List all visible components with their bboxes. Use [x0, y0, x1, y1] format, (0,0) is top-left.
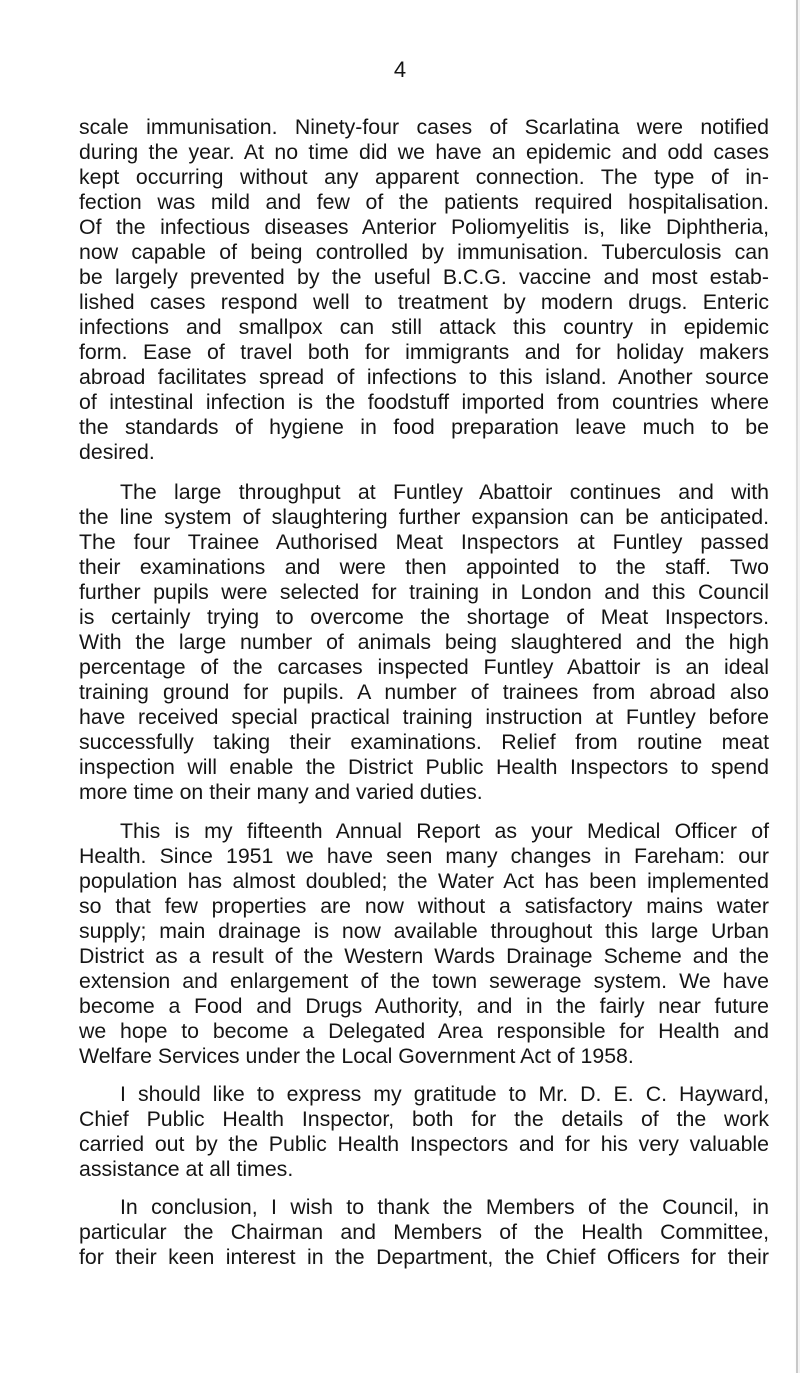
text-line: percentage of the carcases inspected Funtley Abattoir is an ideal — [79, 655, 769, 679]
text-line: form. Ease of travel both for immigrants and for holiday makers — [79, 340, 769, 364]
text-line: District as a result of the Western Wards Drainage Scheme and the — [79, 944, 769, 968]
text-line: The large throughput at Funtley Abattoir continues and with — [120, 480, 769, 504]
text-line: inspection will enable the District Public Health Inspectors to spend — [79, 755, 769, 779]
text-line: infections and smallpox can still attack this country in epidemic — [79, 315, 769, 339]
text-line: carried out by the Public Health Inspectors and for his very valuable — [79, 1132, 769, 1156]
text-line: their examinations and were then appointed to the staff. Two — [79, 555, 769, 579]
text-line: desired. — [79, 440, 155, 464]
text-line: population has almost doubled; the Water Act has been implemented — [79, 869, 769, 893]
paragraph-funtley-abattoir — [79, 480, 769, 805]
text-line: supply; main drainage is now available throughout this large Urban — [79, 919, 769, 943]
paragraph-annual-report — [79, 819, 769, 1069]
text-line: lished cases respond well to treatment by modern drugs. Enteric — [79, 290, 769, 314]
text-line: successfully taking their examinations. Relief from routine meat — [79, 730, 769, 754]
text-line: during the year. At no time did we have an epidemic and odd cases — [79, 140, 769, 164]
text-line: become a Food and Drugs Authority, and in the fairly near future — [79, 994, 769, 1018]
text-line: With the large number of animals being slaughtered and the high — [79, 630, 769, 654]
text-line: the standards of hygiene in food preparation leave much to be — [79, 415, 769, 439]
text-line: In conclusion, I wish to thank the Members of the Council, in — [120, 1195, 769, 1219]
text-line: so that few properties are now without a satisfactory mains water — [79, 894, 769, 918]
text-line: extension and enlargement of the town sewerage system. We have — [79, 969, 769, 993]
text-line: particular the Chairman and Members of the Health Committee, — [79, 1220, 769, 1244]
paragraph-infectious-diseases — [79, 115, 769, 465]
text-line: be largely prevented by the useful B.C.G. vaccine and most estab- — [79, 265, 769, 289]
text-line: the line system of slaughtering further expansion can be anticipated. — [79, 505, 769, 529]
page-edge-line — [796, 0, 798, 1373]
page-number: 4 — [393, 57, 407, 82]
text-line: we hope to become a Delegated Area responsible for Health and — [79, 1019, 769, 1043]
text-line: more time on their many and varied duties. — [79, 780, 483, 804]
text-line: abroad facilitates spread of infections to this island. Another source — [79, 365, 769, 389]
paragraph-conclusion — [79, 1195, 769, 1270]
text-line: Welfare Services under the Local Government Act of 1958. — [79, 1044, 634, 1068]
text-line: further pupils were selected for training in London and this Council — [79, 580, 769, 604]
text-line: Health. Since 1951 we have seen many changes in Fareham: our — [79, 844, 769, 868]
text-line: I should like to express my gratitude to Mr. D. E. C. Hayward, — [120, 1082, 769, 1106]
text-line: Of the infectious diseases Anterior Poliomyelitis is, like Diphtheria, — [79, 215, 769, 239]
text-line: kept occurring without any apparent connection. The type of in- — [79, 165, 769, 189]
paragraph-gratitude — [79, 1082, 769, 1182]
text-line: This is my fifteenth Annual Report as your Medical Officer of — [120, 819, 769, 843]
text-line: of intestinal infection is the foodstuff imported from countries where — [79, 390, 769, 414]
text-line: assistance at all times. — [79, 1157, 294, 1181]
text-line: training ground for pupils. A number of trainees from abroad also — [79, 680, 769, 704]
text-line: Chief Public Health Inspector, both for the details of the work — [79, 1107, 769, 1131]
text-line: is certainly trying to overcome the shortage of Meat Inspectors. — [79, 605, 769, 629]
text-line: scale immunisation. Ninety-four cases of Scarlatina were notified — [79, 115, 769, 139]
text-line: The four Trainee Authorised Meat Inspectors at Funtley passed — [79, 530, 769, 554]
text-line: have received special practical training instruction at Funtley before — [79, 705, 769, 729]
text-line: now capable of being controlled by immunisation. Tuberculosis can — [79, 240, 769, 264]
text-line: fection was mild and few of the patients required hospitalisation. — [79, 190, 769, 214]
text-line: for their keen interest in the Department, the Chief Officers for their — [79, 1245, 769, 1269]
